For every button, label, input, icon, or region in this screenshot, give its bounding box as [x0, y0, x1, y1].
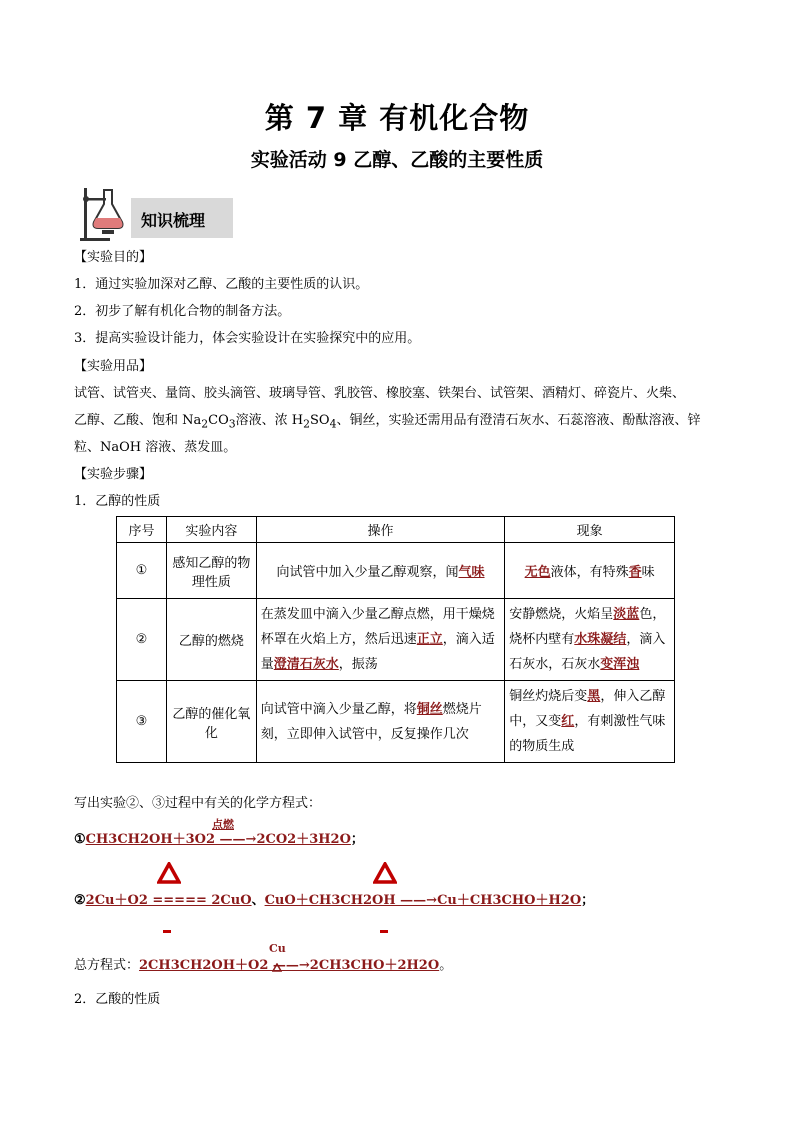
materials-line-2: [74, 409, 701, 431]
punctuation: 。: [439, 958, 453, 973]
table-row: [117, 681, 675, 763]
row-op: [256, 681, 505, 763]
row-phenomenon: [505, 543, 675, 599]
op-text: 燃烧片刻，立即伸入试管中，反复操作几次: [260, 701, 482, 742]
materials-heading: 【实验用品】: [74, 359, 153, 374]
table-header-row: [117, 517, 675, 543]
equation-text: CuO＋CH3CH2OH ——→Cu＋CH3CHO＋H2O: [264, 893, 582, 908]
row-no: ②: [117, 599, 167, 681]
row-content: 乙醇的燃烧: [166, 599, 256, 681]
answer: 黑: [587, 689, 601, 704]
heat-triangle-icon: [157, 862, 181, 884]
punctuation: ；: [350, 832, 364, 847]
equations-intro: 写出实验②、③过程中有关的化学方程式：: [74, 796, 322, 811]
materials-line-1: 试管、试管夹、量筒、胶头滴管、玻璃导管、乳胶管、橡胶塞、铁架台、试管架、酒精灯、碎瓷片、火柴、: [74, 386, 686, 401]
equation-total: [74, 954, 452, 973]
subscript: 3: [228, 417, 236, 431]
row-no: ③: [117, 681, 167, 763]
answer: 变浑浊: [600, 657, 640, 672]
header-op: 操作: [256, 517, 505, 543]
ph-text: ，滴入石灰水，石灰水: [509, 632, 666, 672]
answer: 气味: [458, 565, 485, 580]
op-text: 向试管中滴入少量乙醇，将: [260, 701, 417, 717]
ph-text: 安静燃烧，火焰呈: [509, 607, 614, 622]
equation-1: [74, 828, 364, 847]
row-content: 感知乙醇的物理性质: [166, 543, 256, 599]
experiment-table: [116, 516, 675, 763]
section-banner: [131, 198, 233, 238]
op-text: ，振荡: [338, 657, 378, 672]
equation-mark: ②: [74, 893, 86, 908]
header-phenomenon: 现象: [505, 517, 675, 543]
materials-text: SO: [310, 413, 330, 428]
activity-title: 实验活动 9 乙醇、乙酸的主要性质: [250, 149, 544, 171]
answer: 淡蓝: [613, 607, 640, 622]
row-phenomenon: [505, 681, 675, 763]
table-row: [117, 543, 675, 599]
op-text: 在蒸发皿中滴入少量乙醇点燃，用干燥烧杯罩在火焰上方，然后迅速: [260, 607, 495, 647]
subscript: 4: [329, 417, 337, 431]
heat-mark-icon: [380, 930, 388, 933]
equation-2: [74, 889, 594, 908]
lab-apparatus-icon: [78, 184, 128, 242]
subscript: 2: [303, 417, 311, 431]
steps-sub-1: 1．乙醇的性质: [74, 494, 161, 509]
equation-text: 2Cu＋O2 ===== 2CuO: [85, 893, 252, 908]
total-label: 总方程式：: [74, 958, 140, 973]
materials-text: 乙醇、乙酸、饱和 Na: [74, 413, 202, 428]
purpose-heading: 【实验目的】: [74, 250, 153, 265]
materials-text: 溶液、浓 H: [235, 413, 304, 428]
section-banner-label: 知识梳理: [141, 211, 206, 230]
ph-text: 液体，有特殊: [550, 565, 629, 580]
ph-text: 色，烧杯内壁有: [509, 607, 666, 647]
purpose-item-2: 2．初步了解有机化合物的制备方法。: [74, 304, 291, 319]
heat-triangle-icon: [373, 862, 397, 884]
ph-text: 铜丝灼烧后变: [509, 689, 588, 704]
row-content: 乙醇的催化氧化: [166, 681, 256, 763]
subscript: 2: [201, 417, 209, 431]
equation-text: CH3CH2OH＋3O2 ——→2CO2＋3H2O: [85, 832, 351, 847]
header-no: 序号: [117, 517, 167, 543]
header-content: 实验内容: [166, 517, 256, 543]
op-text: 向试管中加入少量乙醇观察，闻: [276, 565, 459, 580]
purpose-item-1: 1．通过实验加深对乙醇、乙酸的主要性质的认识。: [74, 277, 369, 292]
steps-sub-2: 2．乙酸的性质: [74, 992, 161, 1007]
table-row: [117, 599, 675, 681]
row-op: [256, 599, 505, 681]
equation-text: 2CH3CH2OH＋O2 ——→2CH3CHO＋2H2O: [139, 958, 440, 973]
answer: 香: [628, 565, 642, 580]
row-op: [256, 543, 505, 599]
ph-text: ，有刺激性气味的物质生成: [509, 714, 666, 754]
heat-mark-icon: [163, 930, 171, 933]
steps-heading: 【实验步骤】: [74, 467, 153, 482]
answer: 无色: [524, 565, 551, 580]
purpose-item-3: 3．提高实验设计能力，体会实验设计在实验探究中的应用。: [74, 331, 421, 346]
answer: 澄清石灰水: [273, 657, 339, 672]
materials-text: 、铜丝，实验还需用品有澄清石灰水、石蕊溶液、酚酞溶液、锌: [336, 413, 701, 428]
row-no: ①: [117, 543, 167, 599]
chapter-title: 第 7 章 有机化合物: [264, 101, 530, 135]
punctuation: ；: [581, 893, 595, 908]
answer: 铜丝: [416, 701, 443, 717]
answer: 正立: [416, 632, 443, 647]
condition-ignite: 点燃: [212, 818, 234, 831]
equation-mark: ①: [74, 832, 86, 847]
answer: 红: [561, 714, 575, 729]
ph-text: ，伸入乙醇中，又变: [509, 689, 666, 729]
materials-line-3: 粒、NaOH 溶液、蒸发皿。: [74, 440, 237, 455]
ph-text: 味: [641, 565, 655, 580]
row-phenomenon: [505, 599, 675, 681]
condition-catalyst: Cu: [269, 942, 286, 955]
answer: 水珠凝结: [574, 632, 627, 647]
punctuation: 、: [251, 893, 265, 908]
op-text: ，滴入适量: [260, 632, 495, 672]
materials-text: CO: [208, 413, 229, 428]
